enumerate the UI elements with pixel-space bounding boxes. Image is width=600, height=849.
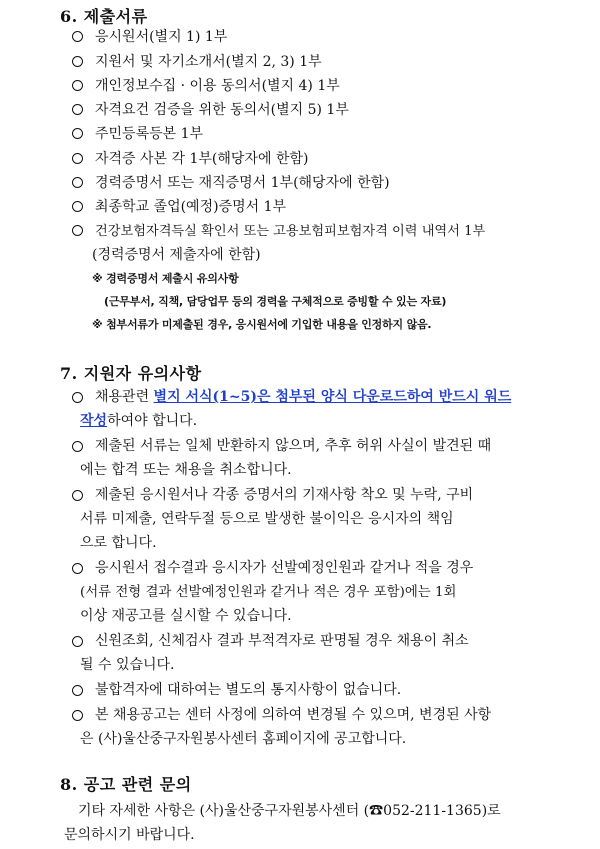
note-attachments: ※ 첨부서류가 미제출된 경우, 응시원서에 기입한 내용을 인정하지 않음.: [92, 318, 432, 331]
list-item-text-cont: 에는 합격 또는 채용을 취소합니다.: [80, 462, 292, 478]
circle-bullet-icon: [72, 490, 83, 501]
list-item-text-cont: (서류 전형 결과 선발예정인원과 같거나 적은 경우 포함)에는 1회: [80, 585, 457, 600]
list-item-text: 제출된 응시원서나 각종 증명서의 기재사항 착오 및 누락, 구비: [95, 487, 474, 503]
list-item-text: 자격요건 검증을 위한 동의서(별지 5) 1부: [95, 102, 349, 118]
list-item-text: 채용관련: [95, 389, 154, 405]
list-item-text: 개인정보수집 · 이용 동의서(별지 4) 1부: [95, 78, 340, 94]
form-download-link-cont[interactable]: 작성: [80, 413, 108, 429]
form-download-link[interactable]: 별지 서식(1~5)은 첨부된 양식 다운로드하여 반드시 워드: [153, 389, 512, 405]
list-item-text: 불합격자에 대하여는 별도의 통지사항이 없습니다.: [95, 682, 402, 698]
circle-bullet-icon: [72, 31, 83, 42]
list-item-text-cont: (경력증명서 제출자에 한함): [92, 247, 261, 263]
contact-text: 기타 자세한 사항은 (사)울산중구자원봉사센터 (: [78, 803, 370, 819]
circle-bullet-icon: [72, 563, 83, 574]
circle-bullet-icon: [72, 177, 83, 188]
list-item-text: 경력증명서 또는 재직증명서 1부(해당자에 한함): [95, 175, 390, 191]
list-item-text: 응시원서(별지 1) 1부: [95, 29, 228, 45]
contact-phone: 052-211-1365: [383, 803, 482, 819]
list-item-text: 최종학교 졸업(예정)증명서 1부: [95, 199, 287, 215]
list-item-text-cont: 될 수 있습니다.: [80, 657, 175, 673]
contact-line: [78, 800, 501, 820]
circle-bullet-icon: [72, 128, 83, 139]
list-item-text-cont: 은 (사)울산중구자원봉사센터 홈페이지에 공고합니다.: [80, 731, 407, 747]
circle-bullet-icon: [72, 56, 83, 67]
phone-icon: ☎: [369, 803, 384, 819]
note-career-detail: (근무부서, 직책, 담당업무 등의 경력을 구체적으로 증빙할 수 있는 자료): [104, 295, 447, 308]
section-7-title: 7. 지원자 유의사항: [60, 364, 202, 383]
circle-bullet-icon: [72, 710, 83, 721]
list-item-text: 주민등록등본 1부: [95, 126, 204, 142]
list-item-text: 신원조회, 신체검사 결과 부적격자로 판명될 경우 채용이 취소: [95, 633, 469, 649]
list-item-text: 지원서 및 자기소개서(별지 2, 3) 1부: [95, 54, 322, 70]
circle-bullet-icon: [72, 153, 83, 164]
list-item-text: 자격증 사본 각 1부(해당자에 한함): [95, 151, 309, 167]
note-career-heading: ※ 경력증명서 제출시 유의사항: [92, 272, 239, 285]
list-item-text: 제출된 서류는 일체 반환하지 않으며, 추후 허위 사실이 발견된 때: [95, 438, 492, 454]
circle-bullet-icon: [72, 80, 83, 91]
circle-bullet-icon: [72, 685, 83, 696]
section-6-title: 6. 제출서류: [60, 7, 148, 26]
circle-bullet-icon: [72, 225, 83, 236]
list-item-text: 본 채용공고는 센터 사정에 의하여 변경될 수 있으며, 변경된 사항: [95, 707, 492, 723]
list-item-text: 하여야 합니다.: [107, 413, 198, 429]
circle-bullet-icon: [72, 441, 83, 452]
section-8-title: 8. 공고 관련 문의: [60, 775, 192, 794]
circle-bullet-icon: [72, 392, 83, 403]
circle-bullet-icon: [72, 201, 83, 212]
list-item-text-cont: 서류 미제출, 연락두절 등으로 발생한 불이익은 응시자의 책임: [80, 511, 454, 527]
list-item-text-cont: 으로 합니다.: [80, 535, 157, 551]
circle-bullet-icon: [72, 636, 83, 647]
contact-text: )로: [481, 803, 501, 819]
list-item-text-cont: 이상 재공고를 실시할 수 있습니다.: [80, 608, 292, 624]
list-item-text: 건강보험자격득실 확인서 또는 고용보험피보험자격 이력 내역서 1부: [95, 224, 486, 239]
list-item-text: 응시원서 접수결과 응시자가 선발예정인원과 같거나 적을 경우: [95, 560, 474, 576]
contact-line-2: 문의하시기 바랍니다.: [64, 827, 195, 843]
circle-bullet-icon: [72, 104, 83, 115]
